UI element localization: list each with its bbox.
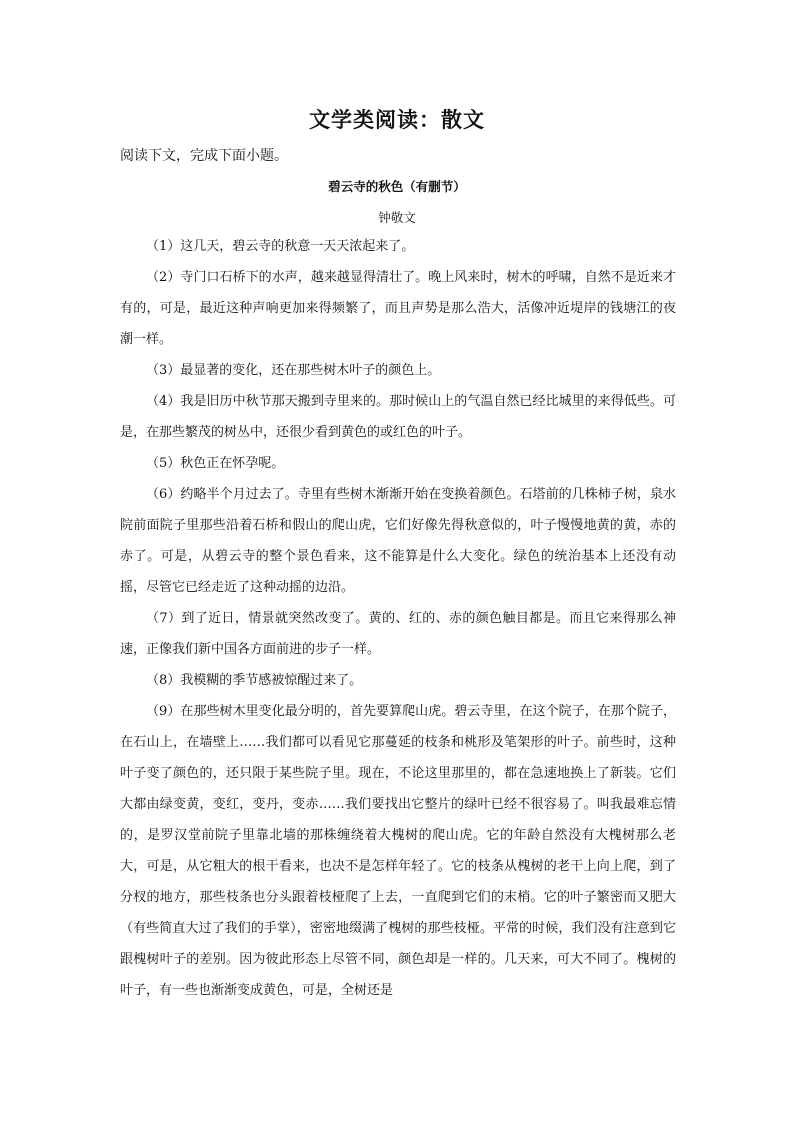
reading-instruction: 阅读下文，完成下面小题。	[120, 148, 288, 164]
essay-paragraph-5: （5）秋色正在怀孕呢。	[146, 456, 285, 471]
essay-paragraph-4: （4）我是旧历中秋节那天搬到寺里来的。那时候山上的气温自然已经比城里的来得低些。可是，在那些繁茂的树丛中，还很少看到黄色的或红色的叶子。	[120, 394, 676, 440]
essay-title: 碧云寺的秋色（有删节）	[328, 179, 466, 194]
essay-paragraph-1: （1）这几天，碧云寺的秋意一天天浓起来了。	[146, 239, 415, 254]
essay-author: 钟敬文	[378, 210, 416, 225]
essay-paragraph-9: （9）在那些树木里变化最分明的，首先要算爬山虎。碧云寺里，在这个院子，在那个院子，在石山上，在墙壁上……我们都可以看见它那蔓延的枝条和桃形及笔架形的叶子。前些时，这种叶子变了颜色的，还只限于某些院子里。现在，不论这里那里的，都在急速地换上了新装。它们大都由绿变黄，变红，变丹，变赤……我们要找出它整片的绿叶已经不很容易了。叫我最难忘情的，是罗汉堂前院子里靠北墙的那株缠绕着大槐树的爬山虎。它的年龄自然没有大槐树那么老大，可是，从它粗大的根干看来，也决不是怎样年轻了。它的枝条从槐树的老干上向上爬，到了分杈的地方，那些枝条也分头跟着枝桠爬了上去，一直爬到它们的末梢。它的叶子繁密而又肥大（有些简直大过了我们的手掌），密密地缀满了槐树的那些枝桠。平常的时候，我们没有注意到它跟槐树叶子的差别。因为彼此形态上尽管不同，颜色却是一样的。几天来，可大不同了。槐树的叶子，有一些也渐渐变成黄色，可是，全树还是	[120, 704, 676, 998]
essay-paragraph-7: （7）到了近日，情景就突然改变了。黄的、红的、赤的颜色触目都是。而且它来得那么神速，正像我们新中国各方面前进的步子一样。	[120, 611, 676, 657]
essay-body	[120, 231, 676, 1006]
essay-paragraph-2: （2）寺门口石桥下的水声，越来越显得清壮了。晚上风来时，树木的呼啸，自然不是近来才有的，可是，最近这种声响更加来得频繁了，而且声势是那么浩大，活像冲近堤岸的钱塘江的夜潮一样。	[120, 270, 676, 347]
essay-paragraph-8: （8）我模糊的季节感被惊醒过来了。	[146, 673, 363, 688]
document-title: 文学类阅读：散文	[309, 107, 485, 132]
essay-paragraph-6: （6）约略半个月过去了。寺里有些树木渐渐开始在变换着颜色。石塔前的几株柿子树，泉水院前面院子里那些沿着石桥和假山的爬山虎，它们好像先得秋意似的，叶子慢慢地黄的黄，赤的赤了。可是，从碧云寺的整个景色看来，这不能算是什么大变化。绿色的统治基本上还没有动摇，尽管它已经走近了这种动摇的边沿。	[120, 487, 676, 595]
essay-paragraph-3: （3）最显著的变化，还在那些树木叶子的颜色上。	[146, 363, 441, 378]
